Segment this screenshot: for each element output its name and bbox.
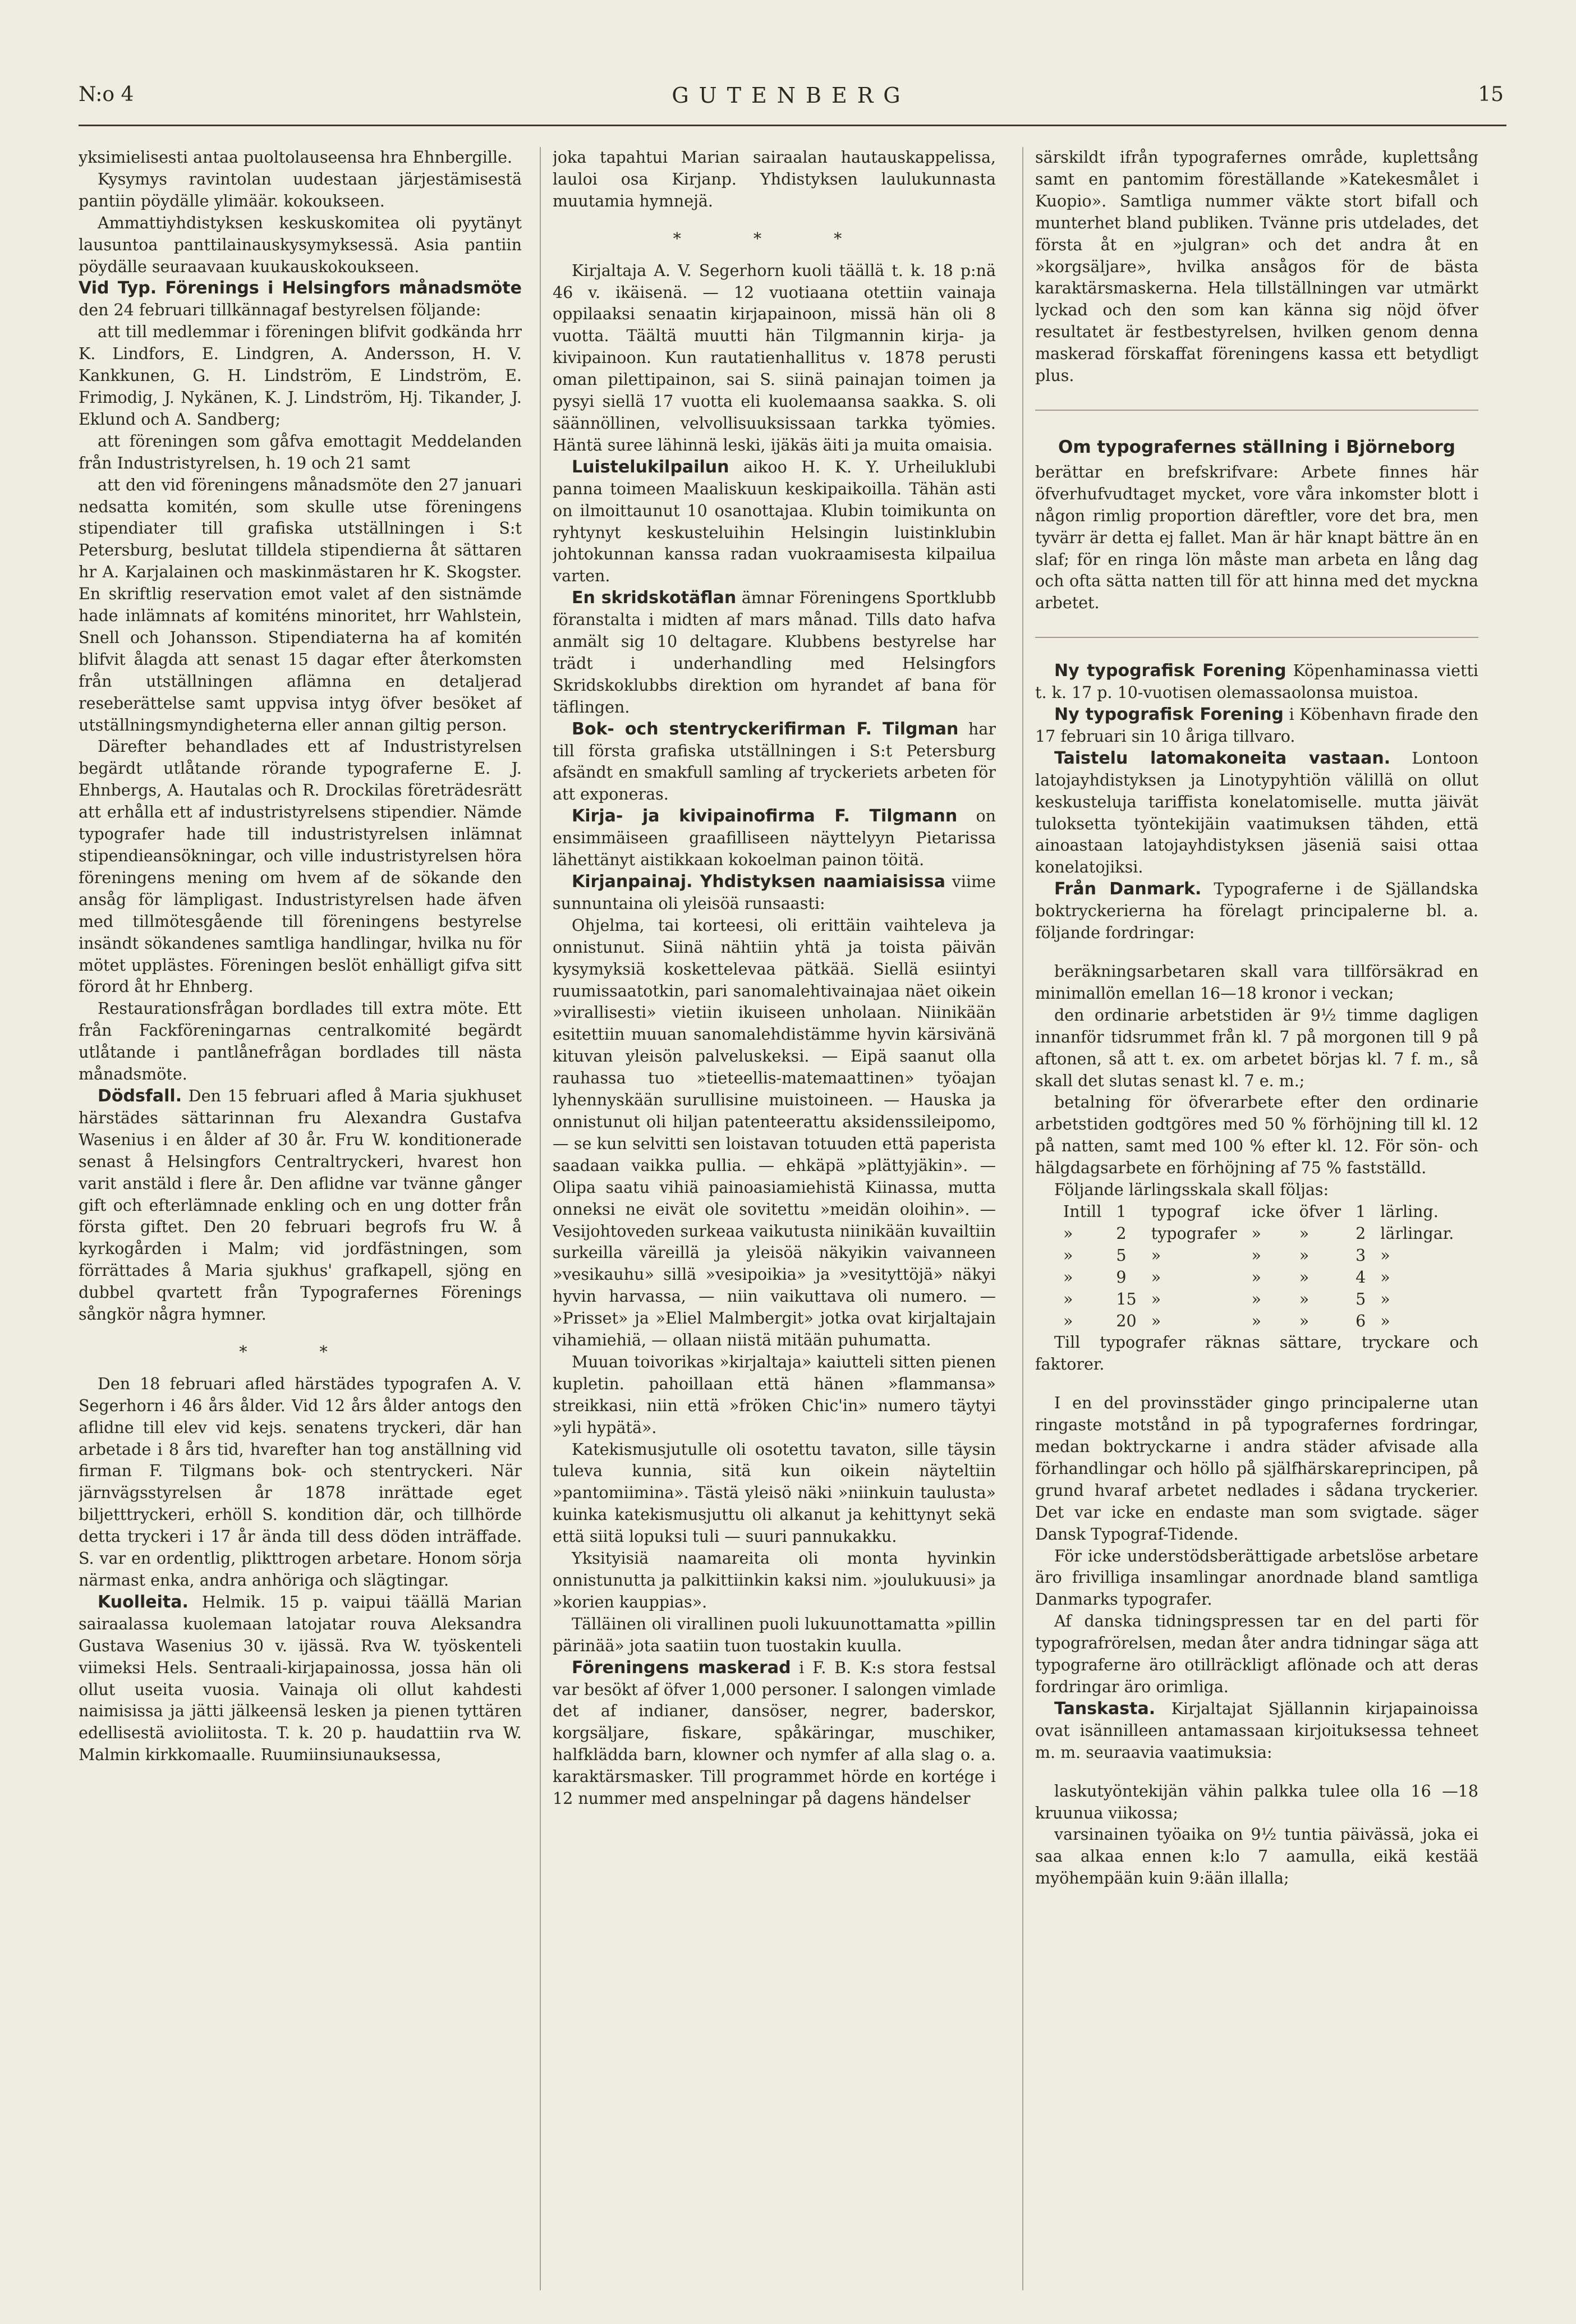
- paragraph: Ohjelma, tai korteesi, oli erittäin vaihteleva ja onnistunut. Siinä nähtiin yhtä ja toista päivän kysymyksiä koskettelevaa pätkää. Siellä esiintyi ruumissaatotkin, pari sanomalehtivainajaa näet oikein »virallisesti» vietiin ikuiseen unholaan. Niinikään esitettiin muuan sanomalehdistämme hyvin kärsivänä kituvan yleisön palveluskeksi. — Eipä saanut olla rauhassa tuo »tieteellis-matemaattinen» työajan lyhennyskään surullisine muistoineen. — Hauska ja onnistunut oli hiljan patenteerattu aksidenssileipomo, — se kun selvitti sen loistavan totuuden että paperista saadaan vaikka pullia. — ehkäpä »plättyjäkin». — Olipa saatu vihiä painoasiamiehistä Kiinassa, mutta onneksi ne eivät ole sovitettu »meidän oloihin». — Vesijohtoveden surkeaa vaikutusta niinikään kuvailtiin surkeilla väreillä ja yleisöä näkyikin vaivanneen »vesikauhu» sillä »vesipoikia» ja »vesityttöjä» näkyi hyvin harvassa, — niin vaikuttava oli numero. — »Prisset» ja »Eliel Malmbergit» jotka ovat kirjaltajain vihamiehiä, — ollaan niistä mitään puhumatta.: [553, 916, 996, 1350]
- column-1: [79, 147, 522, 2302]
- table-cell: »: [1063, 1246, 1073, 1265]
- article-naamiaiset: [553, 871, 996, 915]
- article-tilgman-sv: [553, 719, 996, 806]
- table-cell: 1: [1356, 1202, 1366, 1221]
- table-row: [1063, 1245, 1468, 1267]
- paragraph: Den 18 februari afled härstädes typografen A. V. Segerhorn i 46 års ålder. Vid 12 års ålder antogs den aflidne till elev vid kejs. senatens tryckeri, där han arbetade i 8 års tid, hvarefter han tog anställning vid firman F. Tilgmans bok- och stentryckeri. När järnvägsstyrelsen år 1878 inrättade eget biljetttryckeri, erhöll S. kondition där, och tillhörde detta tryckeri i 17 år ända till dess döden inträffade. S. var en ordentlig, plikttrogen arbetare. Honom sörja närmast enka, andra anhöriga och slägtingar.: [79, 1374, 522, 1590]
- article-text: i F. B. K:s stora festsal var besökt af öfver 1,000 personer. I salongen vimlade det af indianer, dansöser, negrer, baderskor, korgsäljare, fiskare, spåkäringar, muschiker, halfklädda barn, klowner och nymfer af alla slag o. a. karaktärsmasker. Till programmet hörde en kortége i 12 nummer med anspelningar på dagens händelser: [553, 1658, 996, 1808]
- column-2: [553, 147, 996, 2302]
- article-text: ämnar Föreningens Sportklubb föranstalta i midten af mars månad. Tills dato hafva anmält sig 10 deltagare. Klubbens bestyrelse har trädt i underhandling med Helsingfors Skridskoklubbs direktion om hyrandet af bana för täflingen.: [553, 589, 996, 717]
- asterisk-separator: * * *: [673, 229, 876, 248]
- table-cell: 1: [1116, 1202, 1127, 1221]
- table-cell: »: [1299, 1246, 1309, 1265]
- paragraph: I en del provinsstäder gingo principalerne utan ringaste motstånd in på typografernes fordringar, medan boktryckarne i andra städer afvisade alla förhandlingar och höllo på själfhärskareprincipen, på grund hvaraf arbetet nedlades i sådana tryckerier. Det var icke en endaste man som svigtade. säger Dansk Typograf-Tidende.: [1035, 1394, 1478, 1544]
- article-ny-typografisk: [1035, 660, 1478, 704]
- paragraph: Ammattiyhdistyksen keskuskomitea oli pyytänyt lausuntoa panttilainauskysymyksessä. Asia pantiin pöydälle seuraavaan kuukauskokoukseen.: [79, 213, 522, 276]
- paragraph: betalning för öfverarbete efter den ordinarie arbetstiden godtgöres med 50 % förhöjning till kl. 12 på natten, samt med 100 % efter kl. 12. För sön- och hälgdagsarbete en förhöjning af 75 % fastställd.: [1035, 1093, 1478, 1178]
- table-cell: typograf: [1151, 1202, 1220, 1221]
- table-cell: 15: [1116, 1289, 1137, 1308]
- table-cell: »: [1299, 1224, 1309, 1243]
- article-taistelu: [1035, 748, 1478, 879]
- table-row: [1063, 1223, 1468, 1245]
- header-rule: [79, 125, 1506, 126]
- article-text: aikoo H. K. Y. Urheiluklubi panna toimeen Maaliskuun keskipaikoilla. Tähän asti on ilmoittaunut 10 osanottajaa. Klubin toimikunta on ryhtynyt keskusteluihin Helsingin luistinklubin johtokunnan kanssa radan vuokraamisesta kilpailua varten.: [553, 457, 996, 586]
- article-headline: Tanskasta.: [1054, 1698, 1156, 1719]
- article-luistelu: [553, 457, 996, 587]
- article-headline: Vid Typ. Förenings i Helsingfors månadsmöte: [79, 278, 522, 298]
- paragraph: beräkningsarbetaren skall vara tillförsäkrad en minimallön emellan 16—18 kronor i veckan;: [1035, 962, 1478, 1003]
- paragraph: Katekismusjutulle oli osotettu tavaton, sille täysin tuleva kunnia, sitä kun oikein näyteltiin »pantomiimina». Tästä yleisö näki »niinkuin taulusta» kuinka katekismusjuttu oli alkanut ja kehittynyt sekä että siitä lopuksi tuli — suuri pannukakku.: [553, 1440, 996, 1546]
- table-cell: 9: [1116, 1267, 1127, 1287]
- page-number: 15: [1478, 83, 1504, 106]
- issue-number: N:o 4: [79, 83, 134, 106]
- article-tanskasta: [1035, 1698, 1478, 1764]
- table-cell: 20: [1116, 1311, 1137, 1330]
- masthead-title: GUTENBERG: [672, 83, 911, 108]
- article-text: Kirjaltajat Själlannin kirjapainoissa ovat isännilleen antamassaan kirjoituksessa tehneet m. m. seuraavia vaatimuksia:: [1035, 1699, 1478, 1762]
- paragraph: Af danska tidningspressen tar en del parti för typografrörelsen, medan åter andra tidningar säga att typograferne äro otillräckligt aflönade och att deras fordringar äro orimliga.: [1035, 1612, 1478, 1696]
- paragraph: Kysymys ravintolan uudestaan järjestämisestä pantiin pöydälle ylimäär. kokoukseen.: [79, 169, 522, 210]
- table-cell: Intill: [1063, 1202, 1102, 1221]
- article-text: viime sunnuntaina oli yleisöä runsaasti:: [553, 872, 996, 913]
- table-cell: 2: [1116, 1224, 1127, 1243]
- spacer: [1035, 1376, 1478, 1393]
- article-text: Helmik. 15 p. vaipui täällä Marian sairaalassa kuolemaan latojatar rouva Aleksandra Gustava Wasenius 30 v. ijässä. Rva W. työskenteli viimeksi Hels. Sentraali-kirjapainossa, jossa hän oli ollut useita vuosia. Vainaja oli ollut kahdesti naimisissa ja jätti jälkeensä lesken ja pienen tyttären edellisestä avioliitosta. T. k. 20 p. haudattiin rva W. Malmin kirkkomaalle. Ruumiinsiunauksessa,: [79, 1592, 522, 1765]
- table-cell: »: [1299, 1267, 1309, 1287]
- apprentice-scale-table: [1063, 1201, 1468, 1332]
- paragraph: Följande lärlingsskala skall följas:: [1054, 1181, 1329, 1200]
- table-row: [1063, 1267, 1468, 1289]
- table-cell: »: [1063, 1267, 1073, 1287]
- article-skridsko: [553, 587, 996, 718]
- table-row: [1063, 1201, 1468, 1223]
- table-cell: »: [1380, 1267, 1390, 1287]
- table-cell: 6: [1356, 1311, 1366, 1330]
- article-headline: Kirja- ja kivipainofirma F. Tilgmann: [572, 806, 958, 826]
- spacer: [1035, 1764, 1478, 1781]
- paragraph: Kirjaltaja A. V. Segerhorn kuoli täällä t. k. 18 p:nä 46 v. ikäisenä. — 12 vuotiaana otettiin vainaja oppilaaksi senaatin kirjapainoon, missä hän oli 8 vuotta. Täältä muutti hän Tilgmannin kirja- ja kivipainoon. Kun rautatienhallitus v. 1878 perusti oman pilettipainon, sai S. siinä painajan toimen ja pysyi siellä 17 vuotta eli kuolemaansa saakka. S. oli säännöllinen, velvollisuuksissaan tarkka työmies. Häntä suree lähinnä leski, ijäkäs äiti ja muita omaisia.: [553, 261, 996, 454]
- page-header: [79, 83, 1504, 117]
- paragraph: Till typografer räknas sättare, tryckare och faktorer.: [1035, 1333, 1478, 1374]
- table-row: [1063, 1311, 1468, 1333]
- paragraph: Muuan toivorikas »kirjaltaja» kaiutteli sitten pienen kupletin. pahoillaan että hänen »flammansa» streikkasi, niin että »fröken Chic'in» numero täytyi »yli hypätä».: [553, 1352, 996, 1437]
- article-headline: Luistelukilpailun: [572, 457, 729, 477]
- table-cell: 3: [1356, 1246, 1366, 1265]
- article-text: on ensimmäiseen graafilliseen näyttelyyn Pietarissa lähettänyt aistikkaan kokoelman painon töitä.: [553, 807, 996, 870]
- table-cell: »: [1380, 1246, 1390, 1265]
- article-kuolleita: [79, 1592, 522, 1766]
- table-cell: »: [1063, 1289, 1073, 1308]
- paragraph: särskildt ifrån typografernes område, kuplettsång samt en pantomim föreställande »Katekesmålet i Kuopio». Samtliga nummer väkte stort bifall och munterhet bland publiken. Tvänne pris utdelades, det första åt en »julgran» och det andra åt en »korgsäljare», hvilka ansågos för de bästa karaktärsmaskerna. Hela tillställningen var utmärkt lyckad och den som kan känna sig nöjd öfver resultatet är festbestyrelsen, hvilken genom denna maskerad förskaffat föreningens kassa ett betydligt plus.: [1035, 148, 1478, 385]
- table-cell: »: [1380, 1289, 1390, 1308]
- table-cell: »: [1151, 1267, 1161, 1287]
- table-cell: »: [1299, 1311, 1309, 1330]
- table-cell: öfver: [1299, 1202, 1341, 1221]
- paragraph: varsinainen työaika on 9½ tuntia päivässä, joka ei saa alkaa ennen k:lo 7 aamulla, eikä kestää myöhempään kuin 9:ään illalla;: [1035, 1825, 1478, 1888]
- article-ny-typografisk-sv: [1035, 704, 1478, 748]
- article-dodsfall: [79, 1086, 522, 1326]
- table-cell: »: [1380, 1311, 1390, 1330]
- table-cell: »: [1063, 1311, 1073, 1330]
- article-headline: Föreningens maskerad: [572, 1657, 791, 1678]
- article-maskerad: [553, 1657, 996, 1810]
- article-text: Köpenhaminassa vietti t. k. 17 p. 10-vuotisen olemassaolonsa muistoa.: [1035, 662, 1478, 702]
- article-headline: Ny typografisk Forening: [1054, 705, 1284, 725]
- article-headline: Taistelu latomakoneita vastaan.: [1054, 748, 1391, 768]
- table-cell: 4: [1356, 1267, 1366, 1287]
- column-divider: [540, 147, 541, 2290]
- article-text: Typograferne i de Själlandska boktryckerierna ha förelagt principalerne bl. a. följande fordringar:: [1035, 880, 1478, 943]
- table-cell: typografer: [1151, 1224, 1237, 1243]
- section-rule: [1035, 410, 1478, 411]
- article-headline: Om typografernes ställning i Björneborg: [1058, 437, 1455, 457]
- article-headline: Kirjanpainaj. Yhdistyksen naamiaisissa: [572, 872, 945, 892]
- asterisk-separator: * *: [239, 1342, 361, 1361]
- paragraph: att den vid föreningens månadsmöte den 27 januari nedsatta komitén, som skulle utse föreningens stipendiater till grafiska utställningen i S:t Petersburg, beslutat tilldela stipendierna åt sättaren hr A. Karjalainen och maskinmästaren hr K. Skogster. En skriftlig reservation emot valet af den sistnämde hade inlämnats af komiténs minoritet, hrr Wahlstein, Snell och Johansson. Stipendiaterna ha af komitén blifvit ålagda att senast 15 dagar efter återkomsten från utställningen aflämna en detaljerad reseberättelse samt uppvisa intyg öfver besöket af utställningsmyndigheterna eller annan giltig person.: [79, 475, 522, 734]
- section-rule: [1035, 637, 1478, 638]
- spacer: [1035, 944, 1478, 961]
- article-headline: Dödsfall.: [98, 1086, 182, 1106]
- article-text: i Köbenhavn firade den 17 februari sin 10 åriga tillvaro.: [1035, 705, 1478, 746]
- column-3: [1035, 147, 1478, 2302]
- table-cell: »: [1299, 1289, 1309, 1308]
- paragraph: Restaurationsfrågan bordlades till extra möte. Ett från Fackföreningarnas centralkomité begärdt utlåtande i pantlånefrågan bordlades till nästa månadsmöte.: [79, 999, 522, 1084]
- paragraph: joka tapahtui Marian sairaalan hautauskappelissa, lauloi osa Kirjanp. Yhdistyksen laulukunnasta muutamia hymnejä.: [553, 148, 996, 210]
- table-row: [1063, 1289, 1468, 1311]
- article-tilgman-fi: [553, 806, 996, 871]
- table-cell: 5: [1356, 1289, 1366, 1308]
- table-cell: lärlingar.: [1380, 1224, 1454, 1243]
- table-cell: »: [1151, 1246, 1161, 1265]
- article-headline: Kuolleita.: [98, 1592, 189, 1612]
- table-cell: lärling.: [1380, 1202, 1439, 1221]
- article-headline: Från Danmark.: [1054, 879, 1202, 899]
- table-cell: »: [1063, 1224, 1073, 1243]
- paragraph: Yksityisiä naamareita oli monta hyvinkin onnistunutta ja palkittiinkin kaksi nim. »joulukuusi» ja »korien kauppias».: [553, 1549, 996, 1611]
- paragraph: yksimielisesti antaa puoltolauseensa hra Ehnbergille.: [79, 148, 513, 167]
- table-cell: »: [1251, 1246, 1261, 1265]
- paragraph: berättar en brefskrifvare: Arbete finnes här öfverhufvudtaget mycket, vore våra inkomster blott i någon rimlig proportion däreftler, vore det bra, men tyvärr är detta ej fallet. Man är här knapt bättre än en slaf; för en ringa lön måste man arbeta en lång dag och ofta sätta natten till för att hinna med det myckna arbetet.: [1035, 462, 1478, 613]
- table-cell: »: [1151, 1289, 1161, 1308]
- table-cell: »: [1251, 1289, 1261, 1308]
- column-divider: [1022, 147, 1023, 2290]
- article-headline: Bok- och stentryckerifirman F. Tilgman: [572, 719, 959, 739]
- paragraph: För icke understödsberättigade arbetslöse arbetare äro frivilliga insamlingar anordnade bland samtliga Danmarks typografer.: [1035, 1546, 1478, 1609]
- paragraph: Därefter behandlades ett af Industristyrelsen begärdt utlåtande rörande typograferne E. J. Ehnbergs, A. Hautalas och R. Drockilas företrädesrätt att erhålla ett af industristyrelsens stipendier. Nämde typografer hade till industristyrelsen inlämnat stipendieansökningar, och ville industristyrelsen höra föreningens mening om hvem af de sökande den ansåg för lämpligast. Industristyrelsen hade äfven med tillmötesgående till föreningens bestyrelse insändt sökandenes samtliga handlingar, hvilka nu för mötet upplästes. Föreningen beslöt enhälligt gifva sitt förord åt hr Ehnberg.: [79, 737, 522, 996]
- paragraph: den ordinarie arbetstiden är 9½ timme dagligen innanför tidsrummet från kl. 7 på morgonen till 9 på aftonen, så att t. ex. om arbetet börjas kl. 7 f. m., så skall det slutas senast kl. 7 e. m.;: [1035, 1005, 1478, 1090]
- paragraph: laskutyöntekijän vähin palkka tulee olla 16 —18 kruunua viikossa;: [1035, 1781, 1478, 1822]
- article-fran-danmark: [1035, 879, 1478, 944]
- article-text: Lontoon latojayhdistyksen ja Linotypyhtiön välillä on ollut keskusteluja tariffista konelatomiselle. mutta jäivät tuloksetta työntekijäin vaatimuksen tähden, että ainoastaan latojayhdistyksen jäseniä saisi ottaa konelatojiksi.: [1035, 748, 1478, 877]
- article-vid-typ: [79, 278, 522, 321]
- table-cell: »: [1151, 1311, 1161, 1330]
- table-cell: »: [1251, 1311, 1261, 1330]
- article-text: har till första grafiska utställningen i S:t Petersburg afsändt en smakfull samling af tryckeriets arbeten för att exponeras.: [553, 719, 996, 804]
- table-cell: 2: [1356, 1224, 1366, 1243]
- article-text: Den 15 februari afled å Maria sjukhuset härstädes sättarinnan fru Alexandra Gustafva Wasenius i en ålder af 30 år. Fru W. konditionerade senast å Helsingfors Centraltryckeri, hvarest hon varit anstäld i flere år. Den aflidne var tvänne gånger gift och efterlämnade enkling och en ung dotter från första giftet. Den 20 februari begrofs fru W. å kyrkogården i Malm; vid jordfästningen, som förrättades å Maria sjukhus' grafkapell, sjöng en dubbel qvartett från Typografernes Förenings sångkör några hymner.: [79, 1086, 522, 1324]
- table-cell: 5: [1116, 1246, 1127, 1265]
- article-text: den 24 februari tillkännagaf bestyrelsen följande:: [79, 301, 481, 320]
- table-cell: »: [1251, 1267, 1261, 1287]
- article-headline: Ny typografisk Forening: [1054, 661, 1286, 681]
- table-cell: »: [1251, 1224, 1261, 1243]
- table-cell: icke: [1251, 1202, 1285, 1221]
- paragraph: Tälläinen oli virallinen puoli lukuunottamatta »pillin pärinää» jota saatiin tuon tuostakin kuulla.: [553, 1614, 996, 1655]
- paragraph: att föreningen som gåfva emottagit Meddelanden från Industristyrelsen, h. 19 och 21 samt: [79, 431, 522, 472]
- article-headline: En skridskotäflan: [572, 588, 737, 608]
- paragraph: att till medlemmar i föreningen blifvit godkända hrr K. Lindfors, E. Lindgren, A. Andersson, H. V. Kankkunen, G. H. Lindström, E Lindström, E. Frimodig, J. Nykänen, K. J. Lindström, Hj. Tikander, J. Eklund och A. Sandberg;: [79, 323, 522, 429]
